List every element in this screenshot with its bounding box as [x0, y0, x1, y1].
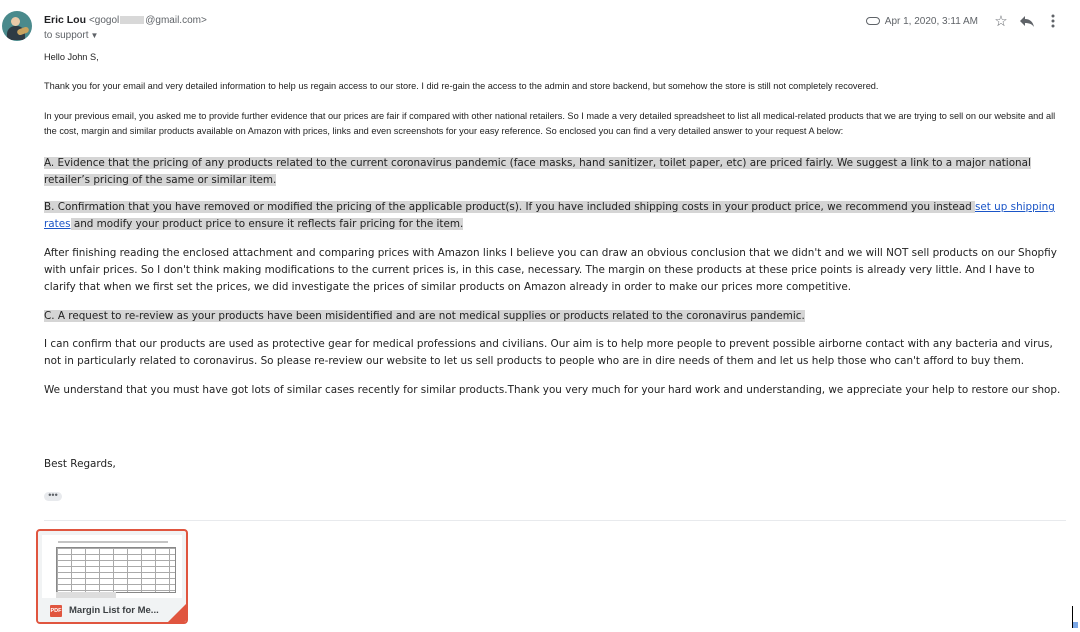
quote-b	[44, 199, 1066, 233]
message-actions	[866, 10, 1066, 32]
thumbnail-title-line	[58, 541, 168, 543]
thumbnail-footer-row	[56, 592, 116, 598]
paragraph-5: We understand that you must have got lots of similar cases recently for similar products.Thank you very much for your hard work and understanding, we appreciate your help to restore our shop.	[44, 384, 1061, 396]
show-trimmed-content-button[interactable]: •••	[44, 492, 62, 501]
sender-line	[44, 14, 207, 26]
sender-email-prefix: <gogol	[88, 15, 120, 26]
attachment-icon	[866, 17, 880, 25]
paragraph-4: I can confirm that our products are used as protective gear for medical professions and civilians. Our aim is to help more people to prevent possible airborne contact with any bacteria and virus, not in particularly related to coronavirus. So please re-review our website to let us sell products to people who are in dire needs of them and let us help those who can't afford to buy them.	[44, 338, 1053, 367]
redacted-block	[120, 16, 144, 24]
quote-b-text-post: and modify your product price to ensure it reflects fair pricing for the item.	[70, 218, 464, 230]
reply-icon[interactable]	[1014, 10, 1040, 32]
attachment-card[interactable]	[36, 529, 188, 624]
avatar-head	[11, 17, 20, 26]
thumbnail-table	[56, 547, 176, 593]
sender-name[interactable]: Eric Lou	[44, 14, 87, 26]
paragraph-3: After finishing reading the enclosed attachment and comparing prices with Amazon links I believe you can draw an obvious conclusion that we didn't and we will NOT sell products on our Shopfiy with unfair prices. So I don't think making modifications to the current prices is, in this case, necessary. The margin on these products at these price points is already very little. And I have to clarify that when we first set the prices, we did investigate the prices of similar products on Amazon already in order to make our prices more competitive.	[44, 247, 1057, 293]
quote-b-text-pre: B. Confirmation that you have removed or modified the pricing of the applicable product(s). If you have included shipping costs in your product price, we recommend you instead	[44, 201, 975, 213]
pdf-icon: PDF	[50, 605, 62, 617]
signoff: Best Regards,	[44, 458, 116, 470]
quote-c-text: C. A request to re-review as your products have been misidentified and are not medical supplies or products related to the coronavirus pandemic.	[44, 310, 805, 322]
quote-c	[44, 308, 1066, 325]
recipient-label: to support	[44, 30, 89, 41]
scroll-indicator	[1073, 622, 1078, 628]
attachment-divider	[44, 520, 1066, 521]
page-fold-icon	[168, 604, 186, 622]
chevron-down-icon[interactable]: ▼	[90, 31, 99, 40]
greeting: Hello John S,	[44, 52, 99, 62]
message-date: Apr 1, 2020, 3:11 AM	[884, 15, 978, 27]
paragraph-2: In your previous email, you asked me to provide further evidence that our prices are fair if compared with other national retailers. So I made a very detailed spreadsheet to list all medical-related products that we are trying to sell on our website and all the cost, margin and similar products available on Amazon with prices, links and even screenshots for your easy reference. So enclosed you can find a very detailed answer to your request A below:	[44, 111, 1056, 136]
shipping-rates-link[interactable]: set up shipping rates	[44, 201, 1055, 230]
attachment-thumbnail	[42, 535, 182, 598]
recipient-line[interactable]	[44, 30, 98, 41]
paragraph-1: Thank you for your email and very detailed information to help us regain access to our store. I did re-gain the access to the admin and store backend, but somehow the store is still not completely recovered.	[44, 81, 879, 91]
more-vert-icon[interactable]	[1040, 10, 1066, 32]
sender-avatar[interactable]	[2, 11, 32, 41]
star-icon[interactable]: ☆	[994, 13, 1008, 30]
quote-a-text: A. Evidence that the pricing of any products related to the current coronavirus pandemic (face masks, hand sanitizer, toilet paper, etc) are priced fairly. We suggest a link to a major national retailer’s pricing of the same or similar item.	[44, 157, 1031, 186]
sender-email-suffix: @gmail.com>	[145, 15, 207, 26]
quote-a	[44, 155, 1066, 189]
attachment-footer	[38, 599, 186, 622]
attachment-filename: Margin List for Me...	[69, 605, 159, 616]
